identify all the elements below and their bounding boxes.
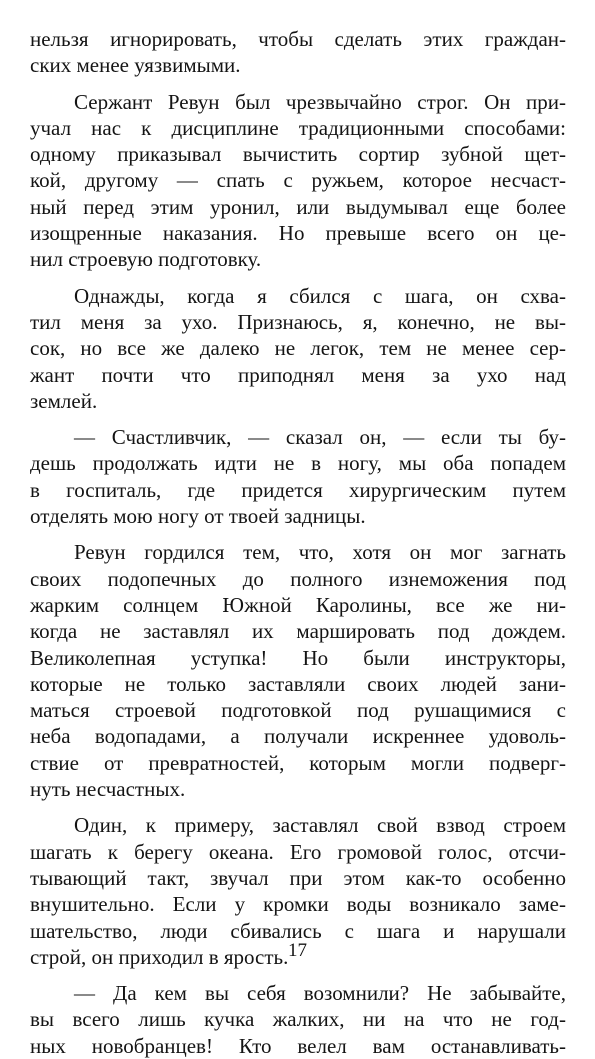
text-line: Однажды, когда я сбился с шага, он схва- <box>74 283 566 308</box>
text-line: изощренные наказания. Но превыше всего он це- <box>30 221 566 246</box>
text-line: шательство, люди сбивались с шага и нарушали <box>30 918 566 943</box>
text-line: Великолепная уступка! Но были инструкторы, <box>30 645 566 670</box>
text-line: — Да кем вы себя возомнили? Не забывайте, <box>74 981 566 1006</box>
text-line: тил меня за ухо. Признаюсь, я, конечно, не вы- <box>30 309 566 334</box>
paragraph-gap <box>30 802 566 812</box>
text-line: ствие от превратностей, которым могли подверг- <box>30 750 566 775</box>
paragraph <box>30 424 566 529</box>
text-line: жарким солнцем Южной Каролины, все же ни- <box>30 592 566 617</box>
text-line: неба водопадами, а получали искреннее удоволь- <box>30 724 566 749</box>
text-line: ских менее уязвимыми. <box>30 53 241 78</box>
paragraph <box>30 980 566 1059</box>
text-line: которые не только заставляли своих людей зани- <box>30 671 566 696</box>
text-line: отделять мою ногу от твоей задницы. <box>30 504 366 529</box>
text-line: жант почти что приподнял меня за ухо над <box>30 362 566 387</box>
page-number: 17 <box>288 940 307 961</box>
paragraph <box>30 539 566 802</box>
text-line: когда не заставлял их маршировать под дождем. <box>30 619 566 644</box>
paragraph-gap <box>30 79 566 89</box>
text-line: учал нас к дисциплине традиционными способами: <box>30 115 566 140</box>
text-line: Один, к примеру, заставлял свой взвод строем <box>74 813 566 838</box>
text-line: тывающий такт, звучал при этом как-то особенно <box>30 865 566 890</box>
text-line: ный перед этим уронил, или выдумывал еще более <box>30 194 566 219</box>
paragraph-gap <box>30 273 566 283</box>
text-line: одному приказывал вычистить сортир зубной щет- <box>30 142 566 167</box>
text-line: нельзя игнорировать, чтобы сделать этих граждан- <box>30 27 566 51</box>
text-line: Сержант Ревун был чрезвычайно строг. Он при- <box>74 89 566 114</box>
text-line: кой, другому — спать с ружьем, которое несчаст- <box>30 168 566 193</box>
text-line: шагать к берегу океана. Его громовой голос, отсчи- <box>30 839 566 864</box>
text-line: — Счастливчик, — сказал он, — если ты бу- <box>74 425 566 450</box>
text-line: землей. <box>30 388 98 413</box>
page-body <box>30 26 566 1059</box>
text-line: своих подопечных до полного изнеможения под <box>30 566 566 591</box>
text-line: в госпиталь, где придется хирургическим путем <box>30 477 566 502</box>
text-line: Ревун гордился тем, что, хотя он мог загнать <box>74 540 566 565</box>
paragraph-gap <box>30 414 566 424</box>
text-line: нуть несчастных. <box>30 777 186 802</box>
text-line: вы всего лишь кучка жалких, ни на что не год- <box>30 1007 566 1032</box>
text-line: маться строевой подготовкой под рушащимися с <box>30 698 566 723</box>
paragraph <box>30 89 566 273</box>
text-line: внушительно. Если у кромки воды возникало заме- <box>30 892 566 917</box>
text-line: нил строевую подготовку. <box>30 247 262 272</box>
text-line: дешь продолжать идти не в ногу, мы оба попадем <box>30 451 566 476</box>
paragraph-gap <box>30 970 566 980</box>
text-line: строй, он приходил в ярость. <box>30 944 289 969</box>
paragraph-gap <box>30 529 566 539</box>
text-line: сок, но все же далеко не легок, тем не менее сер- <box>30 336 566 361</box>
paragraph <box>30 26 566 79</box>
text-line: ных новобранцев! Кто велел вам останавливать- <box>30 1033 566 1058</box>
paragraph <box>30 283 566 414</box>
